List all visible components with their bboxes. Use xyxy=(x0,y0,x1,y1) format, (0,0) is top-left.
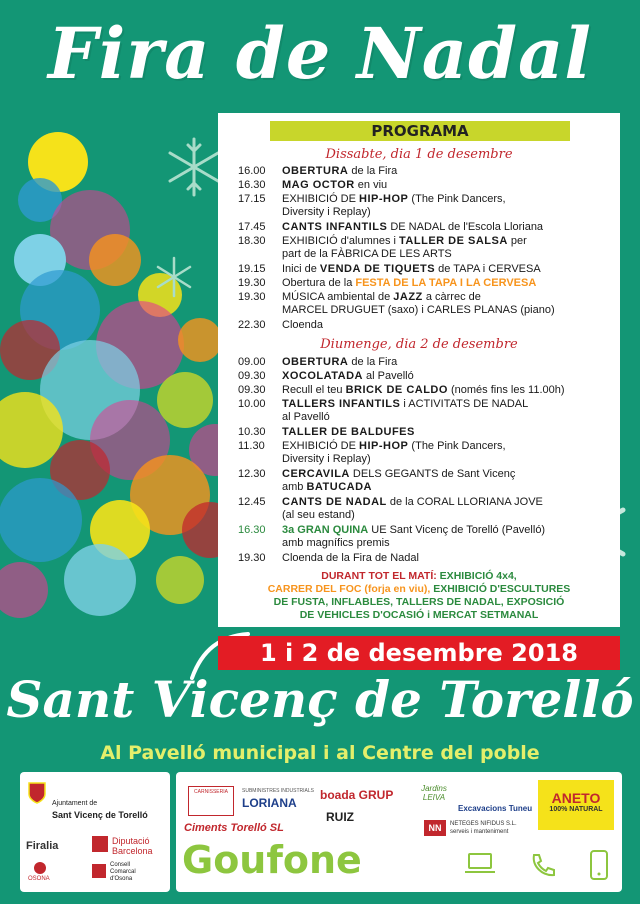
ajuntament-name: Sant Vicenç de Torelló xyxy=(52,810,148,820)
ruiz-logo: RUIZ xyxy=(326,810,354,824)
list-item: 16.00 OBERTURA de la Fira xyxy=(238,165,398,177)
aneto-logo: ANETO 100% NATURAL xyxy=(538,780,614,830)
poster-title: Fira de Nadal xyxy=(48,12,592,95)
goufone-logo: Goufone xyxy=(182,838,362,882)
list-item: 12.45 CANTS DE NADAL de la CORAL LLORIANA JOVE (al seu estand) xyxy=(238,496,543,521)
ciments-logo: Ciments Torelló SL xyxy=(184,822,284,834)
date-banner: 1 i 2 de desembre 2018 xyxy=(218,636,620,670)
list-item: 19.30 Obertura de la FESTA DE LA TAPA I LA CERVESA xyxy=(238,277,537,289)
list-item: 09.00 OBERTURA de la Fira xyxy=(238,356,398,368)
list-item: 16.30 3a GRAN QUINA UE Sant Vicenç de Torelló (Pavelló) amb magnífics premis xyxy=(238,524,546,549)
diputacio-logo: Diputació Barcelona xyxy=(112,836,153,856)
town-title: Sant Vicenç de Torelló xyxy=(6,670,634,729)
list-item: 17.45 CANTS INFANTILS DE NADAL de l'Escola Lloriana xyxy=(238,221,544,233)
loriana-subtitle: SUBMINISTRES INDUSTRIALS xyxy=(242,788,314,794)
excavacions-logo: Excavacions Tuneu xyxy=(458,804,533,813)
list-item: 22.30 Cloenda xyxy=(238,319,323,331)
loriana-logo: LORIANA xyxy=(242,796,297,810)
list-item: 09.30 Recull el teu BRICK DE CALDO (només fins les 11.00h) xyxy=(238,384,565,396)
nn-icon: NN xyxy=(424,820,446,836)
day1-title: Dissabte, dia 1 de desembre xyxy=(325,147,513,162)
list-item: 11.30 EXHIBICIÓ DE HIP-HOP (The Pink Dancers, Diversity i Replay) xyxy=(238,440,506,465)
list-item: 18.30 EXHIBICIÓ d'alumnes i TALLER DE SALSA per part de la FÀBRICA DE LES ARTS xyxy=(238,235,527,260)
program-panel xyxy=(218,113,620,627)
boada-logo: boada GRUP xyxy=(320,788,394,802)
location-text: Al Pavelló municipal i al Centre del poble xyxy=(100,742,540,764)
extra-activities: DURANT TOT EL MATÍ: EXHIBICIÓ 4x4, CARRER DEL FOC (forja en viu), EXHIBICIÓ D'ESCULTURES DE FUSTA, INFLABLES, TALLERS DE NADAL, EXPOSICIÓ DE VEHICLES D'OCASIÓ i MERCAT SETMANAL xyxy=(267,570,571,621)
program-header: PROGRAMA xyxy=(270,121,570,141)
carnisseria-logo: CARNISSERIA xyxy=(188,786,234,816)
firalia-logo: Firalia xyxy=(26,840,59,852)
osona-icon xyxy=(34,862,46,874)
snowflake-icon xyxy=(162,135,226,199)
consell-icon xyxy=(92,864,106,878)
list-item: 10.00 TALLERS INFANTILS i ACTIVITATS DE NADAL al Pavelló xyxy=(238,398,529,423)
jardins-logo: Jardins LEIVA xyxy=(421,784,447,802)
day2-title: Diumenge, dia 2 de desembre xyxy=(320,337,518,352)
commercial-sponsors xyxy=(176,772,622,892)
diputacio-icon xyxy=(92,836,108,852)
netages-logo: NETEGES NIFIDUS S.L. serveis i manteniment xyxy=(450,821,517,835)
list-item: 12.30 CERCAVILA DELS GEGANTS de Sant Vicenç amb BATUCADA xyxy=(238,468,516,493)
list-item: 19.15 Inici de VENDA DE TIQUETS de TAPA i CERVESA xyxy=(238,263,541,275)
list-item: 10.30 TALLER DE BALDUFES xyxy=(238,426,415,438)
list-item: 17.15 EXHIBICIÓ DE HIP-HOP (The Pink Dancers, Diversity i Replay) xyxy=(238,193,506,218)
list-item: 16.30 MAG OCTOR en viu xyxy=(238,179,388,191)
osona-logo: OSONA xyxy=(28,876,50,882)
mobile-icon xyxy=(588,850,610,880)
list-item: 19.30 MÚSICA ambiental de JAZZ a càrrec de MARCEL DRUGUET (saxo) i CARLES PLANAS (piano) xyxy=(238,291,555,316)
phone-icon xyxy=(528,852,556,878)
list-item: 09.30 XOCOLATADA al Pavelló xyxy=(238,370,414,382)
institutional-sponsors xyxy=(20,772,170,892)
coat-of-arms-icon xyxy=(28,782,46,804)
snowflake-icon xyxy=(152,255,196,299)
ajuntament-label: Ajuntament de xyxy=(52,800,98,807)
laptop-icon xyxy=(464,852,496,876)
list-item: 19.30 Cloenda de la Fira de Nadal xyxy=(238,552,419,564)
consell-logo: Consell Comarcal d'Osona xyxy=(110,862,136,882)
